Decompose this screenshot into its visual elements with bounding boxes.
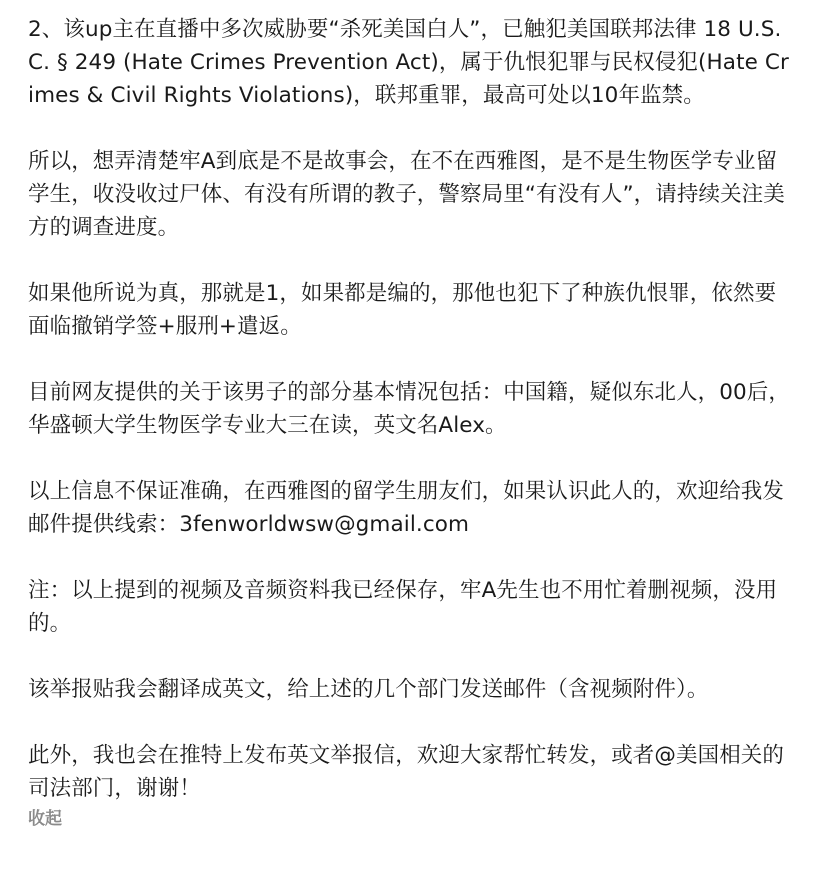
paragraph-hate-crime-law: 2、该up主在直播中多次威胁要“杀死美国白人”，已触犯美国联邦法律 18 U.S.C. § 249 (Hate Crimes Prevention Act)，属于仇恨犯罪与民权侵犯(Hate Crimes & Civil Rights Violations)，联邦重罪，最高可处以10年监禁。 [28, 17, 789, 108]
collapse-button[interactable]: 收起 [28, 809, 62, 829]
paragraph-note: 注：以上提到的视频及音频资料我已经保存，牢A先生也不用忙着删视频，没用的。 [28, 578, 778, 636]
paragraph-suspect-info: 目前网友提供的关于该男子的部分基本情况包括：中国籍，疑似东北人，00后，华盛顿大学生物医学专业大三在读，英文名Alex。 [28, 380, 790, 438]
contact-request-text: 以上信息不保证准确，在西雅图的留学生朋友们，如果认识此人的，欢迎给我发邮件提供线索： [28, 479, 785, 537]
paragraph-twitter: 此外，我也会在推特上发布英文举报信，欢迎大家帮忙转发，或者@美国相关的司法部门，谢谢！ [28, 743, 785, 801]
paragraph-translation: 该举报贴我会翻译成英文，给上述的几个部门发送邮件（含视频附件）。 [28, 677, 709, 702]
contact-email: 3fenworldwsw@gmail.com [179, 512, 470, 537]
paragraph-consequences: 如果他所说为真，那就是1，如果都是编的，那他也犯下了种族仇恨罪，依然要面临撤销学签+服刑+遣返。 [28, 281, 777, 339]
paragraph-contact-request [28, 475, 793, 541]
paragraph-investigation: 所以，想弄清楚牢A到底是不是故事会，在不在西雅图，是不是生物医学专业留学生，收没收过尸体、有没有所谓的教子，警察局里“有没有人”，请持续关注美方的调查进度。 [28, 149, 785, 240]
